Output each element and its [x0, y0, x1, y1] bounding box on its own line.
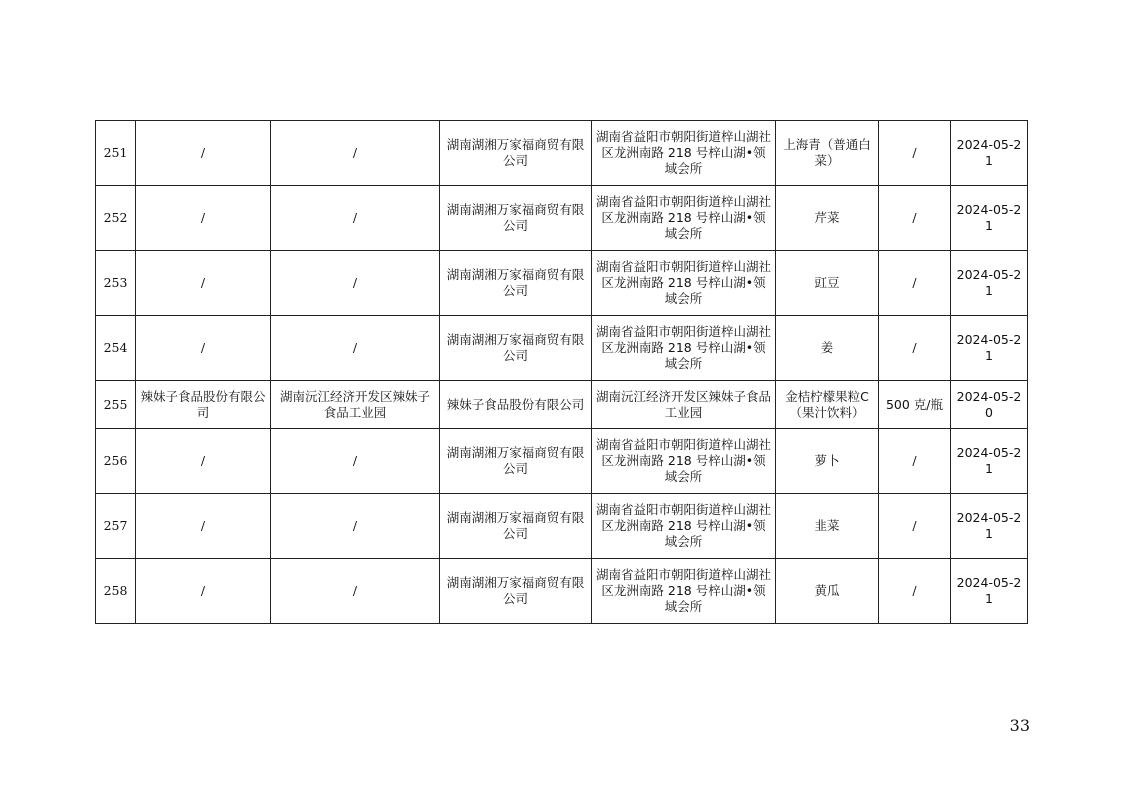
row-number: 258: [96, 559, 136, 624]
producer-address: /: [271, 429, 440, 494]
product-name: 上海青（普通白菜）: [776, 121, 879, 186]
product-name: 金桔柠檬果粒C（果汁饮料）: [776, 381, 879, 429]
producer-address: /: [271, 316, 440, 381]
production-date: 2024-05-21: [951, 186, 1028, 251]
seller-name: 辣妹子食品股份有限公司: [440, 381, 592, 429]
product-spec: /: [879, 494, 951, 559]
seller-address: 湖南省益阳市朝阳街道梓山湖社区龙洲南路 218 号梓山湖•领域会所: [592, 121, 776, 186]
row-number: 254: [96, 316, 136, 381]
table-row: [96, 494, 1028, 559]
row-number: 252: [96, 186, 136, 251]
product-spec: /: [879, 121, 951, 186]
product-name: 芹菜: [776, 186, 879, 251]
product-name: 豇豆: [776, 251, 879, 316]
sampling-record-table: [95, 120, 1028, 624]
production-date: 2024-05-20: [951, 381, 1028, 429]
table-row: [96, 121, 1028, 186]
product-spec: /: [879, 316, 951, 381]
seller-address: 湖南省益阳市朝阳街道梓山湖社区龙洲南路 218 号梓山湖•领域会所: [592, 429, 776, 494]
seller-address: 湖南省益阳市朝阳街道梓山湖社区龙洲南路 218 号梓山湖•领域会所: [592, 251, 776, 316]
product-name: 萝卜: [776, 429, 879, 494]
product-spec: /: [879, 429, 951, 494]
table-row: [96, 559, 1028, 624]
production-date: 2024-05-21: [951, 251, 1028, 316]
production-date: 2024-05-21: [951, 429, 1028, 494]
producer-name: /: [136, 316, 271, 381]
seller-address: 湖南沅江经济开发区辣妹子食品工业园: [592, 381, 776, 429]
product-spec: /: [879, 186, 951, 251]
page-number: 33: [1009, 716, 1030, 735]
seller-name: 湖南湖湘万家福商贸有限公司: [440, 559, 592, 624]
table-row: [96, 316, 1028, 381]
producer-name: /: [136, 429, 271, 494]
producer-name: /: [136, 121, 271, 186]
producer-name: /: [136, 251, 271, 316]
seller-name: 湖南湖湘万家福商贸有限公司: [440, 121, 592, 186]
product-spec: /: [879, 251, 951, 316]
seller-address: 湖南省益阳市朝阳街道梓山湖社区龙洲南路 218 号梓山湖•领域会所: [592, 559, 776, 624]
table-row: [96, 381, 1028, 429]
seller-address: 湖南省益阳市朝阳街道梓山湖社区龙洲南路 218 号梓山湖•领域会所: [592, 186, 776, 251]
production-date: 2024-05-21: [951, 559, 1028, 624]
producer-name: /: [136, 494, 271, 559]
row-number: 257: [96, 494, 136, 559]
seller-name: 湖南湖湘万家福商贸有限公司: [440, 494, 592, 559]
table-row: [96, 429, 1028, 494]
seller-name: 湖南湖湘万家福商贸有限公司: [440, 316, 592, 381]
product-name: 姜: [776, 316, 879, 381]
production-date: 2024-05-21: [951, 121, 1028, 186]
product-spec: /: [879, 559, 951, 624]
producer-name: 辣妹子食品股份有限公司: [136, 381, 271, 429]
production-date: 2024-05-21: [951, 494, 1028, 559]
table-body: [96, 121, 1028, 624]
seller-name: 湖南湖湘万家福商贸有限公司: [440, 251, 592, 316]
producer-address: /: [271, 186, 440, 251]
product-name: 韭菜: [776, 494, 879, 559]
row-number: 255: [96, 381, 136, 429]
producer-address: /: [271, 121, 440, 186]
production-date: 2024-05-21: [951, 316, 1028, 381]
producer-address: /: [271, 251, 440, 316]
seller-address: 湖南省益阳市朝阳街道梓山湖社区龙洲南路 218 号梓山湖•领域会所: [592, 494, 776, 559]
producer-name: /: [136, 559, 271, 624]
product-name: 黄瓜: [776, 559, 879, 624]
row-number: 251: [96, 121, 136, 186]
table-row: [96, 251, 1028, 316]
producer-address: 湖南沅江经济开发区辣妹子食品工业园: [271, 381, 440, 429]
seller-name: 湖南湖湘万家福商贸有限公司: [440, 186, 592, 251]
product-spec: 500 克/瓶: [879, 381, 951, 429]
producer-address: /: [271, 559, 440, 624]
table-row: [96, 186, 1028, 251]
seller-name: 湖南湖湘万家福商贸有限公司: [440, 429, 592, 494]
row-number: 256: [96, 429, 136, 494]
producer-name: /: [136, 186, 271, 251]
row-number: 253: [96, 251, 136, 316]
producer-address: /: [271, 494, 440, 559]
seller-address: 湖南省益阳市朝阳街道梓山湖社区龙洲南路 218 号梓山湖•领域会所: [592, 316, 776, 381]
